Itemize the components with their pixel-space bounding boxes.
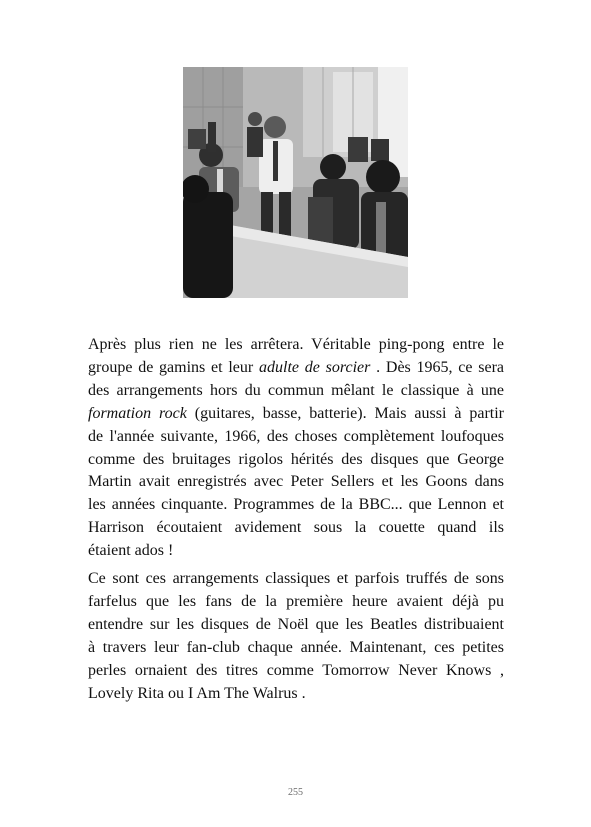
studio-photo (183, 67, 408, 298)
italic-phrase: formation rock (88, 404, 187, 422)
text-line: entendre sur les disques de Noël que les Beatles distribuaient (88, 615, 504, 633)
text-line: Martin avait enregistrés avec Peter Sellers et les Goons dans (88, 473, 504, 491)
text-line: formation rock (guitares, basse, batterie). Mais aussi à partir (88, 404, 504, 422)
text-line: Après plus rien ne les arrêtera. Véritable ping-pong entre le (88, 336, 504, 353)
text-line: Lovely Rita ou I Am The Walrus . (88, 684, 306, 702)
text-line: les années cinquante. Programmes de la BBC... que Lennon et (88, 496, 504, 514)
text-line: Harrison écoutaient avidement sous la couette quand ils (88, 519, 504, 537)
text-line: étaient ados ! (88, 542, 174, 560)
text-line: à travers leur fan-club chaque année. Maintenant, ces petites (88, 638, 504, 656)
text-line: des arrangements hors du commun mêlant le classique à une (88, 381, 504, 399)
text-line: farfelus que les fans de la première heure avaient déjà pu (88, 592, 504, 610)
paragraph-2 (88, 568, 504, 705)
text-line: groupe de gamins et leur adulte de sorcier . Dès 1965, ce sera (88, 358, 505, 376)
text-line: comme des bruitages rigolos hérités des disques que George (88, 450, 504, 468)
italic-phrase: adulte de sorcier (259, 358, 371, 376)
paragraph-1 (88, 334, 504, 563)
text-line: de l'année suivante, 1966, des choses complètement loufoques (88, 427, 504, 445)
page-number: 255 (288, 787, 303, 798)
text-line: perles ornaient des titres comme Tomorrow Never Knows , (88, 661, 504, 679)
photo-image (183, 67, 408, 298)
text-line: Ce sont ces arrangements classiques et parfois truffés de sons (88, 570, 504, 587)
